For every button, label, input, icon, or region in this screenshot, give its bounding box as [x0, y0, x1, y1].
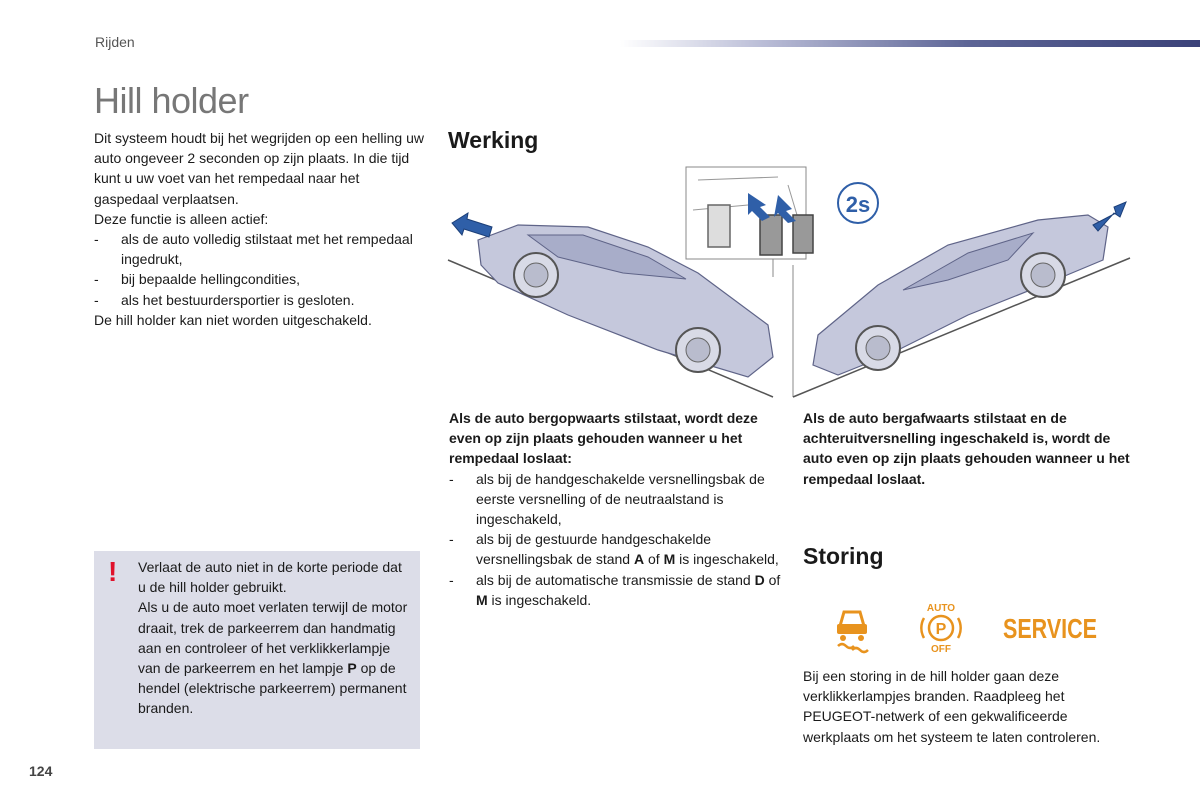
page-title: Hill holder — [94, 80, 249, 121]
uphill-arrow-icon — [452, 213, 492, 237]
warning-paragraph: Als u de auto moet verlaten terwijl de motor draait, trek de parkeerrem dan handmatig aan en controleer of het verklikkerlampje van de parkeerrem en het lampje P op de hendel (elektrische parkeerrem) permanent branden. — [138, 599, 408, 717]
uphill-bullet: - als bij de automatische transmissie de stand D of M is ingeschakeld. — [449, 571, 781, 608]
lamp-auto-label: AUTO — [926, 603, 956, 614]
intro-bullet: - als de auto volledig stilstaat met het rempedaal ingedrukt, — [94, 231, 413, 268]
lamp-off-label: OFF — [931, 644, 951, 655]
downhill-text: Als de auto bergafwaarts stilstaat en de achteruitversnelling ingeschakeld is, wordt de auto even op zijn plaats gehouden wanneer u het rempedaal loslaat. — [803, 410, 1130, 487]
header-decoration-bar — [620, 40, 1200, 47]
warning-paragraph: Verlaat de auto niet in de korte periode dat u de hill holder gebruikt. — [138, 559, 402, 596]
uphill-bullet: - als bij de handgeschakelde versnellingsbak de eerste versnelling of de neutraalstand is ingeschakeld, — [449, 470, 765, 528]
auto-parking-brake-off-icon — [921, 603, 960, 655]
intro-closing: De hill holder kan niet worden uitgeschakeld. — [94, 311, 372, 328]
service-warning-icon — [1003, 613, 1097, 644]
traction-control-warning-icon — [837, 612, 868, 652]
intro-bullet: - als het bestuurdersportier is gesloten. — [94, 291, 355, 308]
intro-text — [94, 128, 424, 330]
page-number: 124 — [29, 763, 53, 779]
warning-lamps-row — [830, 600, 1110, 656]
werking-heading: Werking — [448, 127, 539, 153]
lamp-service-label: SERVICE — [1003, 613, 1097, 644]
intro-paragraph: Dit systeem houdt bij het wegrijden op een helling uw auto ongeveer 2 seconden op zijn plaats. In die tijd kunt u uw voet van het rempedaal naar het gaspedaal verplaatsen. — [94, 130, 424, 207]
intro-bullet: - bij bepaalde hellingcondities, — [94, 271, 301, 288]
storing-heading: Storing — [803, 543, 884, 569]
warning-exclamation-icon: ! — [108, 556, 118, 587]
uphill-text — [449, 408, 784, 610]
downhill-car-illustration — [793, 215, 1130, 397]
section-label: Rijden — [95, 34, 135, 50]
storing-text: Bij een storing in de hill holder gaan deze verklikkerlampjes branden. Raadpleeg het PEUGEOT-netwerk of een gekwalificeerde werkplaats om het systeem te laten controleren. — [803, 668, 1101, 745]
two-second-timer-icon — [838, 183, 878, 223]
intro-condition-lead: Deze functie is alleen actief: — [94, 210, 269, 227]
lamp-p-label: P — [935, 621, 947, 638]
downhill-arrow-icon — [1093, 202, 1126, 231]
pedal-closeup-illustration — [686, 167, 813, 277]
hill-holder-illustration — [448, 165, 1130, 397]
uphill-bullet: - als bij de gestuurde handgeschakelde versnellingsbak de stand A of M is ingeschakeld, — [449, 531, 779, 568]
uphill-intro: Als de auto bergopwaarts stilstaat, wordt deze even op zijn plaats gehouden wanneer u het rempedaal loslaat: — [449, 410, 758, 467]
timer-label: 2s — [845, 192, 871, 217]
warning-text — [138, 557, 413, 719]
